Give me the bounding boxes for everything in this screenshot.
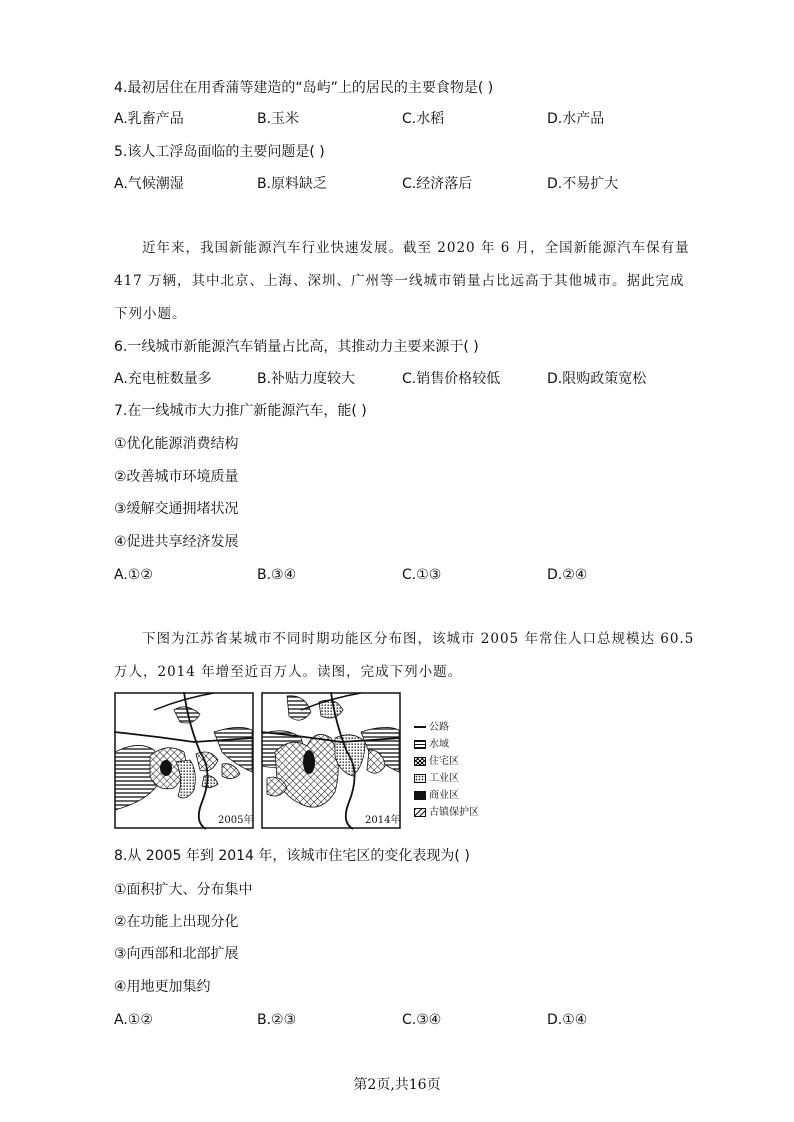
q6-option-d: D.限购政策宽松 — [547, 371, 647, 387]
q7-item-3: ③缓解交通拥堵状况 — [114, 501, 239, 517]
q5-option-a: A.气候潮湿 — [114, 176, 184, 192]
q7-option-b: B.③④ — [257, 567, 297, 583]
question-6-stem: 6.一线城市新能源汽车销量占比高，其推动力主要来源于( ) — [114, 339, 479, 355]
q7-option-d: D.②④ — [547, 567, 588, 583]
q4-option-a: A.乳畜产品 — [114, 111, 184, 127]
q5-option-c: C.经济落后 — [402, 176, 473, 192]
map-2014-label: 2014年 — [365, 815, 401, 826]
industrial-symbol — [414, 774, 426, 783]
legend-old-town: 古镇保护区 — [414, 807, 479, 819]
q7-item-4: ④促进共享经济发展 — [114, 534, 239, 550]
passage-2-line-2: 万人，2014 年增至近百万人。读图，完成下列小题。 — [114, 664, 463, 680]
passage-1-line-1: 近年来，我国新能源汽车行业快速发展。截至 2020 年 6 月，全国新能源汽车保有量 — [142, 240, 690, 256]
q4-option-b: B.玉米 — [257, 111, 300, 127]
q8-option-b: B.②③ — [257, 1012, 297, 1028]
water-symbol — [414, 740, 426, 749]
road-symbol — [414, 726, 426, 728]
q8-option-d: D.①④ — [547, 1012, 588, 1028]
function-zone-maps — [114, 692, 404, 830]
passage-2-line-1: 下图为江苏省某城市不同时期功能区分布图，该城市 2005 年常住人口总规模达 60.5 — [142, 631, 695, 647]
legend-industrial: 工业区 — [414, 773, 459, 785]
q8-item-3: ③向西部和北部扩展 — [114, 946, 239, 962]
q8-option-a: A.①② — [114, 1012, 153, 1028]
legend-water: 水域 — [414, 739, 449, 751]
q8-item-4: ④用地更加集约 — [114, 979, 211, 995]
map-2014 — [261, 692, 400, 829]
passage-1-line-3: 下列小题。 — [114, 306, 187, 322]
q5-option-d: D.不易扩大 — [547, 176, 619, 192]
commercial-symbol — [414, 791, 426, 800]
q4-option-d: D.水产品 — [547, 111, 605, 127]
map-2005-label: 2005年 — [218, 815, 254, 826]
q8-item-1: ①面积扩大、分布集中 — [114, 882, 253, 898]
question-5-stem: 5.该人工浮岛面临的主要问题是( ) — [114, 144, 325, 160]
page-footer: 第2页,共16页 — [353, 1077, 441, 1093]
q7-option-c: C.①③ — [402, 567, 442, 583]
q7-item-1: ①优化能源消费结构 — [114, 436, 239, 452]
legend-road: 公路 — [414, 722, 449, 734]
q8-option-c: C.③④ — [402, 1012, 442, 1028]
q4-option-c: C.水稻 — [402, 111, 445, 127]
residential-symbol — [414, 757, 426, 766]
map-legend — [414, 722, 494, 828]
passage-1-line-2: 417 万辆，其中北京、上海、深圳、广州等一线城市销量占比远高于其他城市。据此完成 — [114, 273, 685, 289]
q5-option-b: B.原料缺乏 — [257, 176, 328, 192]
q6-option-a: A.充电桩数量多 — [114, 371, 212, 387]
question-8-stem: 8.从 2005 年到 2014 年，该城市住宅区的变化表现为( ) — [114, 848, 470, 864]
q6-option-b: B.补贴力度较大 — [257, 371, 356, 387]
map-2005 — [114, 692, 253, 829]
legend-commercial: 商业区 — [414, 790, 459, 802]
old-town-symbol — [414, 808, 426, 817]
q6-option-c: C.销售价格较低 — [402, 371, 501, 387]
q7-option-a: A.①② — [114, 567, 153, 583]
legend-residential: 住宅区 — [414, 756, 459, 768]
city-function-map-figure — [114, 692, 494, 830]
q8-item-2: ②在功能上出现分化 — [114, 914, 239, 930]
question-4-stem: 4.最初居住在用香蒲等建造的“岛屿”上的居民的主要食物是( ) — [114, 80, 494, 96]
question-7-stem: 7.在一线城市大力推广新能源汽车，能( ) — [114, 403, 367, 419]
q7-item-2: ②改善城市环境质量 — [114, 469, 239, 485]
